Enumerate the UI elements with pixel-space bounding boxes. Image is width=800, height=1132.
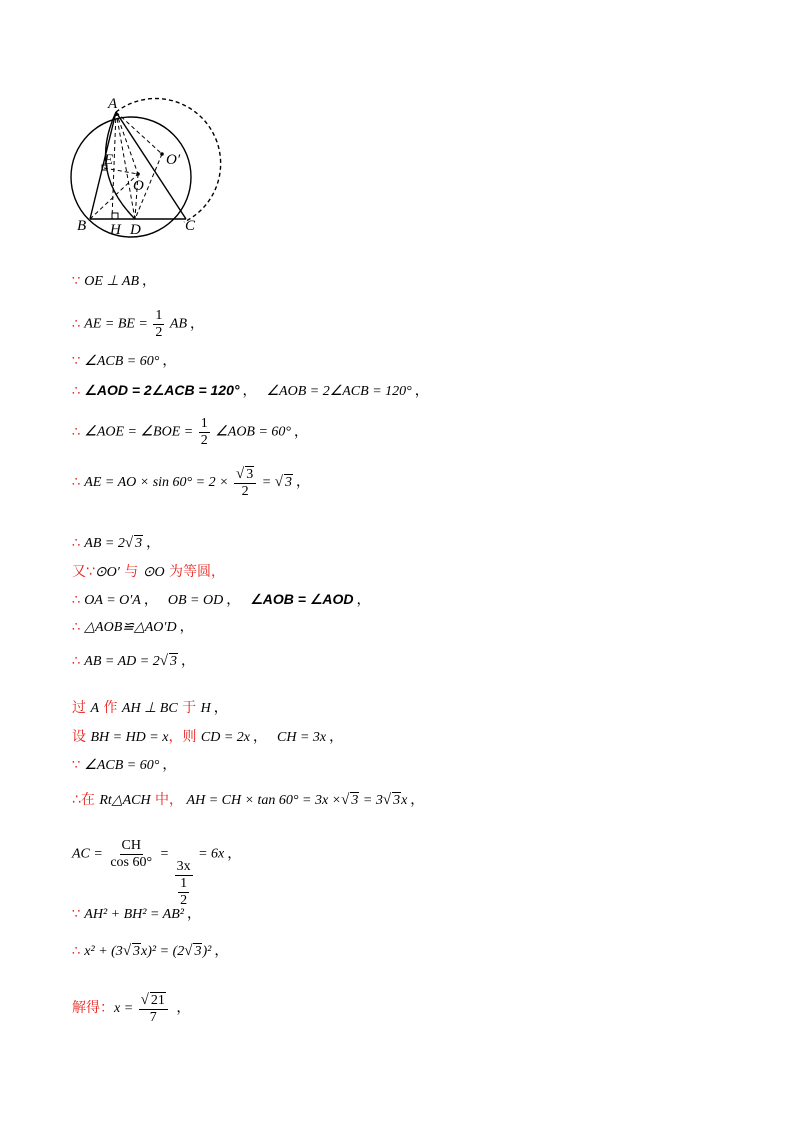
fraction: $\frac{√ 3}{2}$ — [234, 466, 256, 500]
line-6: ∴ AE = AO × sin 60° = 2 × $\frac{√ 3}{2}$ = √ 3 ， — [72, 466, 310, 499]
label-a: A — [108, 96, 118, 112]
text: 为等圆， — [164, 564, 226, 580]
point-o — [136, 172, 140, 176]
line-19: 解得：x = $\frac{√ 21}{7}$ ， — [72, 992, 191, 1025]
because-symbol: ∵ — [72, 274, 81, 289]
punct: ， — [142, 274, 156, 289]
label-d: D — [130, 222, 141, 238]
line-4 — [72, 380, 439, 402]
therefore-symbol: ∴ — [72, 424, 81, 440]
text: 又∵ — [72, 564, 95, 580]
right-angle-h — [112, 213, 118, 219]
line-3 — [72, 352, 186, 372]
because-symbol: ∵ — [72, 758, 81, 773]
line-18: ∴ x² + (3√ 3x)² = (2√ 3)² ， — [72, 943, 229, 959]
label-e: E — [104, 152, 114, 168]
fraction: $\frac{√ 21}{7}$ — [139, 992, 168, 1026]
therefore-symbol: ∴ — [72, 384, 81, 399]
therefore-symbol: ∴ — [72, 475, 81, 491]
expr: ∠AOB = ∠AOD — [250, 591, 354, 607]
expr: AH² + BH² = AB² — [84, 907, 184, 922]
expr: ∠AOD = 2∠ACB = 120° — [84, 382, 240, 398]
therefore-symbol: ∴ — [72, 654, 81, 669]
expr: OA = O′A — [84, 593, 141, 608]
label-o-prime: O′ — [166, 152, 181, 168]
fraction: $\frac{3x}{\frac{1}{2}}$ — [176, 858, 191, 908]
expr: AE = BE = — [84, 316, 148, 332]
line-7: ∴ AB = 2√ 3 ， — [72, 535, 161, 551]
expr: ∠AOB = 60° — [215, 424, 292, 440]
expr: △AOB≌△AO′D — [84, 620, 177, 635]
expr: AH ⊥ BC — [121, 701, 178, 716]
label-o: O — [133, 178, 144, 194]
line-11: ∴ AB = AD = 2√ 3 ， — [72, 653, 195, 669]
fraction: $\frac{CH}{\cos 60^\circ}$ — [110, 838, 153, 870]
text: 与 — [119, 564, 143, 580]
line-13: 设 BH = HD = x，则 CD = 2x ， CH = 3x ， — [72, 729, 344, 745]
punct: ， — [294, 424, 309, 440]
label-c: C — [185, 218, 196, 234]
therefore-symbol: ∴ — [72, 620, 81, 635]
fraction: $\frac{1}{2}$ — [155, 308, 163, 340]
line-14: ∵ ∠ACB = 60° ， — [72, 758, 177, 773]
expr: AB = 2 — [84, 536, 125, 551]
circle-diagram — [66, 92, 216, 242]
expr: AE = AO × sin 60° = 2 × — [84, 475, 229, 491]
punct: ， — [162, 354, 177, 369]
line-9: ∴ OA = O′A ， OB = OD ， ∠AOB = ∠AOD ， — [72, 591, 371, 608]
therefore-symbol: ∴ — [72, 944, 81, 959]
expr: CD = 2x — [200, 730, 251, 745]
geometry-figure — [66, 92, 216, 242]
expr: ∠AOE = ∠BOE = — [84, 424, 194, 440]
label-b: B — [77, 218, 87, 234]
radicand: 3 — [284, 475, 292, 491]
line-5 — [72, 416, 318, 449]
fraction: $\frac{1}{2}$ — [200, 416, 208, 448]
seg-ao — [116, 112, 138, 174]
because-symbol: ∵ — [72, 907, 81, 922]
line-17: ∵ AH² + BH² = AB² ， — [72, 907, 201, 922]
circle-o-ref: ⊙O — [142, 565, 165, 580]
radicand: 3 — [135, 536, 143, 551]
line-16: AC = $\frac{CH}{\cos 60^\circ}$ = $\frac{3x}{\frac{1}{2}}$ = 6x ， — [72, 838, 242, 908]
point-o-prime — [160, 152, 164, 156]
expr: OB = OD — [167, 593, 224, 608]
expr: ∠ACB = 60° — [84, 758, 160, 773]
punct: ， — [414, 384, 429, 399]
therefore-symbol: ∴ — [72, 316, 81, 332]
punct: ， — [295, 475, 310, 491]
therefore-symbol: ∴ — [72, 536, 81, 551]
expr: AB — [169, 316, 187, 332]
line-10: ∴ △AOB≌△AO′D ， — [72, 620, 194, 635]
expr: BH = HD = x — [90, 730, 169, 745]
expr: ∠ACB = 60° — [84, 354, 160, 369]
therefore-symbol: ∴ — [72, 593, 81, 608]
seg-eo — [104, 168, 138, 174]
expr: CH = 3x — [277, 730, 327, 745]
expr: = — [261, 475, 272, 491]
expr: ∠AOB = 2∠ACB = 120° — [266, 384, 412, 399]
line-8 — [72, 562, 225, 583]
label-h: H — [110, 222, 121, 238]
expr: AB = AD = 2 — [84, 654, 160, 669]
punct: ， — [242, 384, 257, 399]
punct: ， — [146, 536, 161, 551]
punct: ， — [190, 316, 204, 332]
line-15: ∴在 Rt△ACH 中， AH = CH × tan 60° = 3x ×√ 3 = 3√ 3x ， — [72, 792, 425, 808]
line-2 — [72, 308, 214, 341]
because-symbol: ∵ — [72, 354, 81, 369]
expr: AH = CH × tan 60° = 3x × — [186, 793, 342, 808]
radicand: 3 — [169, 654, 177, 669]
expr: OE ⊥ AB — [84, 274, 139, 289]
circle-o-prime-ref: ⊙O′ — [94, 565, 120, 580]
seg-ad — [116, 112, 135, 219]
line-12: 过 A 作 AH ⊥ BC 于 H ， — [72, 700, 228, 716]
line-1 — [72, 272, 166, 292]
